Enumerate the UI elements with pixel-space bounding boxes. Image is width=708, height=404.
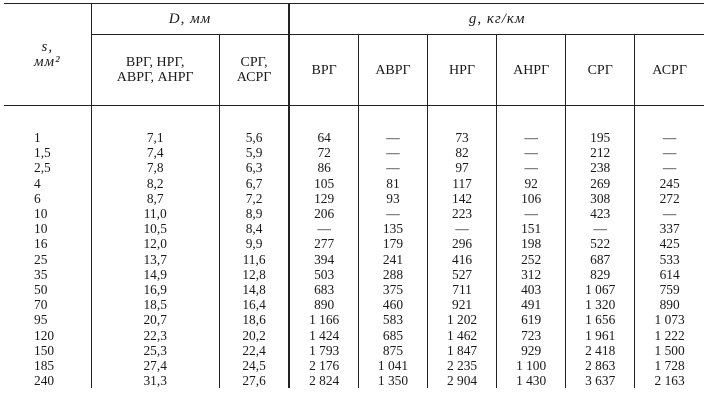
weight-cell: 245 [635, 176, 704, 191]
diameter-cell: 20,7 [91, 312, 219, 327]
diameter-col-header-line2: АСРГ [236, 70, 272, 85]
weight-cell: 1 500 [635, 343, 704, 358]
weight-cell: 403 [497, 282, 566, 297]
weight-cell: 685 [358, 328, 427, 343]
diameter-col-header-line1: ВРГ, НРГ, [125, 55, 185, 70]
weight-cell: 1 320 [566, 297, 635, 312]
weight-cell: — [428, 221, 497, 236]
diameter-cell: 22,3 [91, 328, 219, 343]
weight-cell: 491 [497, 297, 566, 312]
weight-cell: 460 [358, 297, 427, 312]
table-row [4, 191, 704, 206]
table-row [4, 221, 704, 236]
diameter-cell: 5,6 [219, 106, 289, 146]
weight-cell: — [566, 221, 635, 236]
weight-cell: 93 [358, 191, 427, 206]
weight-col-header: АНРГ [497, 35, 566, 106]
weight-cell: 1 793 [289, 343, 358, 358]
weight-cell: 394 [289, 252, 358, 267]
table-row [4, 145, 704, 160]
weight-cell: 142 [428, 191, 497, 206]
weight-cell: 206 [289, 206, 358, 221]
weight-cell: 614 [635, 267, 704, 282]
weight-cell: 1 656 [566, 312, 635, 327]
weight-cell: 308 [566, 191, 635, 206]
cross-section-cell: 10 [34, 221, 48, 237]
weight-cell: — [635, 145, 704, 160]
weight-cell: 533 [635, 252, 704, 267]
weight-cell: 1 222 [635, 328, 704, 343]
weight-cell: 1 100 [497, 358, 566, 373]
diameter-cell: 31,3 [91, 373, 219, 388]
weight-cell: 723 [497, 328, 566, 343]
weight-cell: — [497, 206, 566, 221]
weight-cell: 1 728 [635, 358, 704, 373]
page [0, 3, 708, 404]
weight-cell: 711 [428, 282, 497, 297]
diameter-cell: 25,3 [91, 343, 219, 358]
table-row [4, 160, 704, 175]
diameter-cell: 18,5 [91, 297, 219, 312]
weight-cell: 117 [428, 176, 497, 191]
weight-cell: — [497, 160, 566, 175]
weight-cell: 337 [635, 221, 704, 236]
weight-cell: 64 [289, 106, 358, 146]
table-row [4, 206, 704, 221]
weight-cell: 829 [566, 267, 635, 282]
diameter-cell: 10,5 [91, 221, 219, 236]
weight-col-header: СРГ [566, 35, 635, 106]
table-row [4, 282, 704, 297]
weight-cell: 1 202 [428, 312, 497, 327]
weight-cell: — [635, 206, 704, 221]
diameter-cell: 20,2 [219, 328, 289, 343]
weight-cell: — [289, 221, 358, 236]
weight-cell: 97 [428, 160, 497, 175]
weight-cell: 296 [428, 236, 497, 251]
diameter-cell: 12,0 [91, 236, 219, 251]
weight-col-header: АВРГ [358, 35, 427, 106]
weight-cell: 527 [428, 267, 497, 282]
diameter-cell: 12,8 [219, 267, 289, 282]
table-row [4, 358, 704, 373]
weight-cell: — [358, 206, 427, 221]
weight-cell: — [635, 106, 704, 146]
weight-cell: 73 [428, 106, 497, 146]
weight-col-header: ВРГ [289, 35, 358, 106]
weight-cell: — [358, 145, 427, 160]
weight-cell: 890 [289, 297, 358, 312]
diameter-cell: 8,2 [91, 176, 219, 191]
weight-cell: 2 824 [289, 373, 358, 388]
weight-cell: 252 [497, 252, 566, 267]
diameter-cell: 7,2 [219, 191, 289, 206]
weight-cell: 238 [566, 160, 635, 175]
weight-cell: 503 [289, 267, 358, 282]
table-row [4, 267, 704, 282]
cross-section-cell: 120 [34, 327, 55, 343]
table-row [4, 176, 704, 191]
cross-section-header [4, 4, 91, 106]
weight-cell: 106 [497, 191, 566, 206]
diameter-cell: 8,7 [91, 191, 219, 206]
weight-cell: 683 [289, 282, 358, 297]
weight-cell: 687 [566, 252, 635, 267]
weight-cell: 2 163 [635, 373, 704, 388]
weight-cell: 179 [358, 236, 427, 251]
weight-cell: 151 [497, 221, 566, 236]
weight-cell: 269 [566, 176, 635, 191]
weight-cell: — [497, 145, 566, 160]
weight-cell: 522 [566, 236, 635, 251]
diameter-cell: 14,8 [219, 282, 289, 297]
cross-section-cell: 50 [34, 282, 48, 298]
diameter-cell: 27,6 [219, 373, 289, 388]
table-row [4, 373, 704, 388]
diameter-cell: 6,3 [219, 160, 289, 175]
weight-cell: 929 [497, 343, 566, 358]
weight-cell: 272 [635, 191, 704, 206]
weight-cell: 759 [635, 282, 704, 297]
cross-section-cell: 1 [34, 130, 41, 145]
weight-cell: — [358, 106, 427, 146]
diameter-col-header-line2: АВРГ, АНРГ [116, 70, 194, 85]
diameter-cell: 16,9 [91, 282, 219, 297]
weight-group-header: g, кг/км [289, 4, 704, 35]
weight-cell: 72 [289, 145, 358, 160]
weight-cell: 277 [289, 236, 358, 251]
diameter-cell: 27,4 [91, 358, 219, 373]
diameter-cell: 7,1 [91, 106, 219, 146]
cross-section-unit: мм² [33, 53, 61, 70]
weight-cell: 86 [289, 160, 358, 175]
weight-cell: 1 073 [635, 312, 704, 327]
cable-data-table [4, 3, 704, 388]
weight-cell: 212 [566, 145, 635, 160]
diameter-cell: 8,9 [219, 206, 289, 221]
weight-cell: 82 [428, 145, 497, 160]
weight-col-header: НРГ [428, 35, 497, 106]
weight-col-header: АСРГ [635, 35, 704, 106]
cross-section-label: s, [41, 38, 54, 55]
cross-section-cell: 95 [34, 312, 48, 328]
diameter-col-header [219, 35, 289, 106]
weight-cell: 2 235 [428, 358, 497, 373]
diameter-cell: 14,9 [91, 267, 219, 282]
weight-cell: 1 462 [428, 328, 497, 343]
cross-section-cell: 1,5 [34, 145, 51, 161]
weight-cell: 1 067 [566, 282, 635, 297]
table-row [4, 312, 704, 327]
table-body [4, 106, 704, 389]
weight-cell: 198 [497, 236, 566, 251]
table-row [4, 106, 704, 146]
weight-cell: 1 350 [358, 373, 427, 388]
cross-section-cell: 70 [34, 297, 48, 313]
weight-cell: 619 [497, 312, 566, 327]
weight-cell: — [497, 106, 566, 146]
diameter-cell: 8,4 [219, 221, 289, 236]
weight-cell: 223 [428, 206, 497, 221]
cross-section-cell: 16 [34, 236, 48, 252]
weight-cell: 1 961 [566, 328, 635, 343]
diameter-cell: 13,7 [91, 252, 219, 267]
diameter-cell: 9,9 [219, 236, 289, 251]
cross-section-cell: 35 [34, 266, 48, 282]
cross-section-cell: 150 [34, 342, 55, 358]
weight-cell: 1 847 [428, 343, 497, 358]
weight-cell: 425 [635, 236, 704, 251]
cross-section-cell: 4 [34, 175, 41, 191]
weight-cell: 2 863 [566, 358, 635, 373]
weight-cell: 890 [635, 297, 704, 312]
cross-section-cell: 6 [34, 190, 41, 206]
weight-cell: 375 [358, 282, 427, 297]
diameter-cell: 11,0 [91, 206, 219, 221]
weight-cell: 312 [497, 267, 566, 282]
weight-cell: 2 176 [289, 358, 358, 373]
weight-cell: 423 [566, 206, 635, 221]
weight-cell: 3 637 [566, 373, 635, 388]
weight-cell: 875 [358, 343, 427, 358]
cross-section-cell: 185 [34, 358, 55, 374]
cross-section-cell: 10 [34, 206, 48, 222]
weight-cell: 2 418 [566, 343, 635, 358]
diameter-cell: 7,4 [91, 145, 219, 160]
diameter-cell: 11,6 [219, 252, 289, 267]
diameter-cell: 18,6 [219, 312, 289, 327]
weight-cell: 1 041 [358, 358, 427, 373]
diameter-col-header-line1: СРГ, [240, 55, 268, 70]
weight-cell: 129 [289, 191, 358, 206]
table-row [4, 236, 704, 251]
weight-cell: 416 [428, 252, 497, 267]
diameter-group-header: D, мм [91, 4, 289, 35]
weight-cell: — [635, 160, 704, 175]
weight-cell: — [358, 160, 427, 175]
diameter-cell: 16,4 [219, 297, 289, 312]
weight-cell: 2 904 [428, 373, 497, 388]
weight-cell: 105 [289, 176, 358, 191]
weight-cell: 135 [358, 221, 427, 236]
cross-section-cell: 240 [34, 373, 55, 389]
weight-cell: 288 [358, 267, 427, 282]
weight-cell: 1 430 [497, 373, 566, 388]
table-row [4, 297, 704, 312]
diameter-col-header [91, 35, 219, 106]
diameter-cell: 5,9 [219, 145, 289, 160]
weight-cell: 81 [358, 176, 427, 191]
diameter-cell: 6,7 [219, 176, 289, 191]
weight-cell: 921 [428, 297, 497, 312]
weight-cell: 241 [358, 252, 427, 267]
diameter-cell: 24,5 [219, 358, 289, 373]
table-row [4, 252, 704, 267]
diameter-cell: 7,8 [91, 160, 219, 175]
weight-cell: 195 [566, 106, 635, 146]
cross-section-cell: 2,5 [34, 160, 51, 176]
weight-cell: 1 424 [289, 328, 358, 343]
weight-cell: 92 [497, 176, 566, 191]
diameter-cell: 22,4 [219, 343, 289, 358]
cross-section-cell: 25 [34, 251, 48, 267]
table-row [4, 343, 704, 358]
weight-cell: 1 166 [289, 312, 358, 327]
weight-cell: 583 [358, 312, 427, 327]
table-row [4, 328, 704, 343]
